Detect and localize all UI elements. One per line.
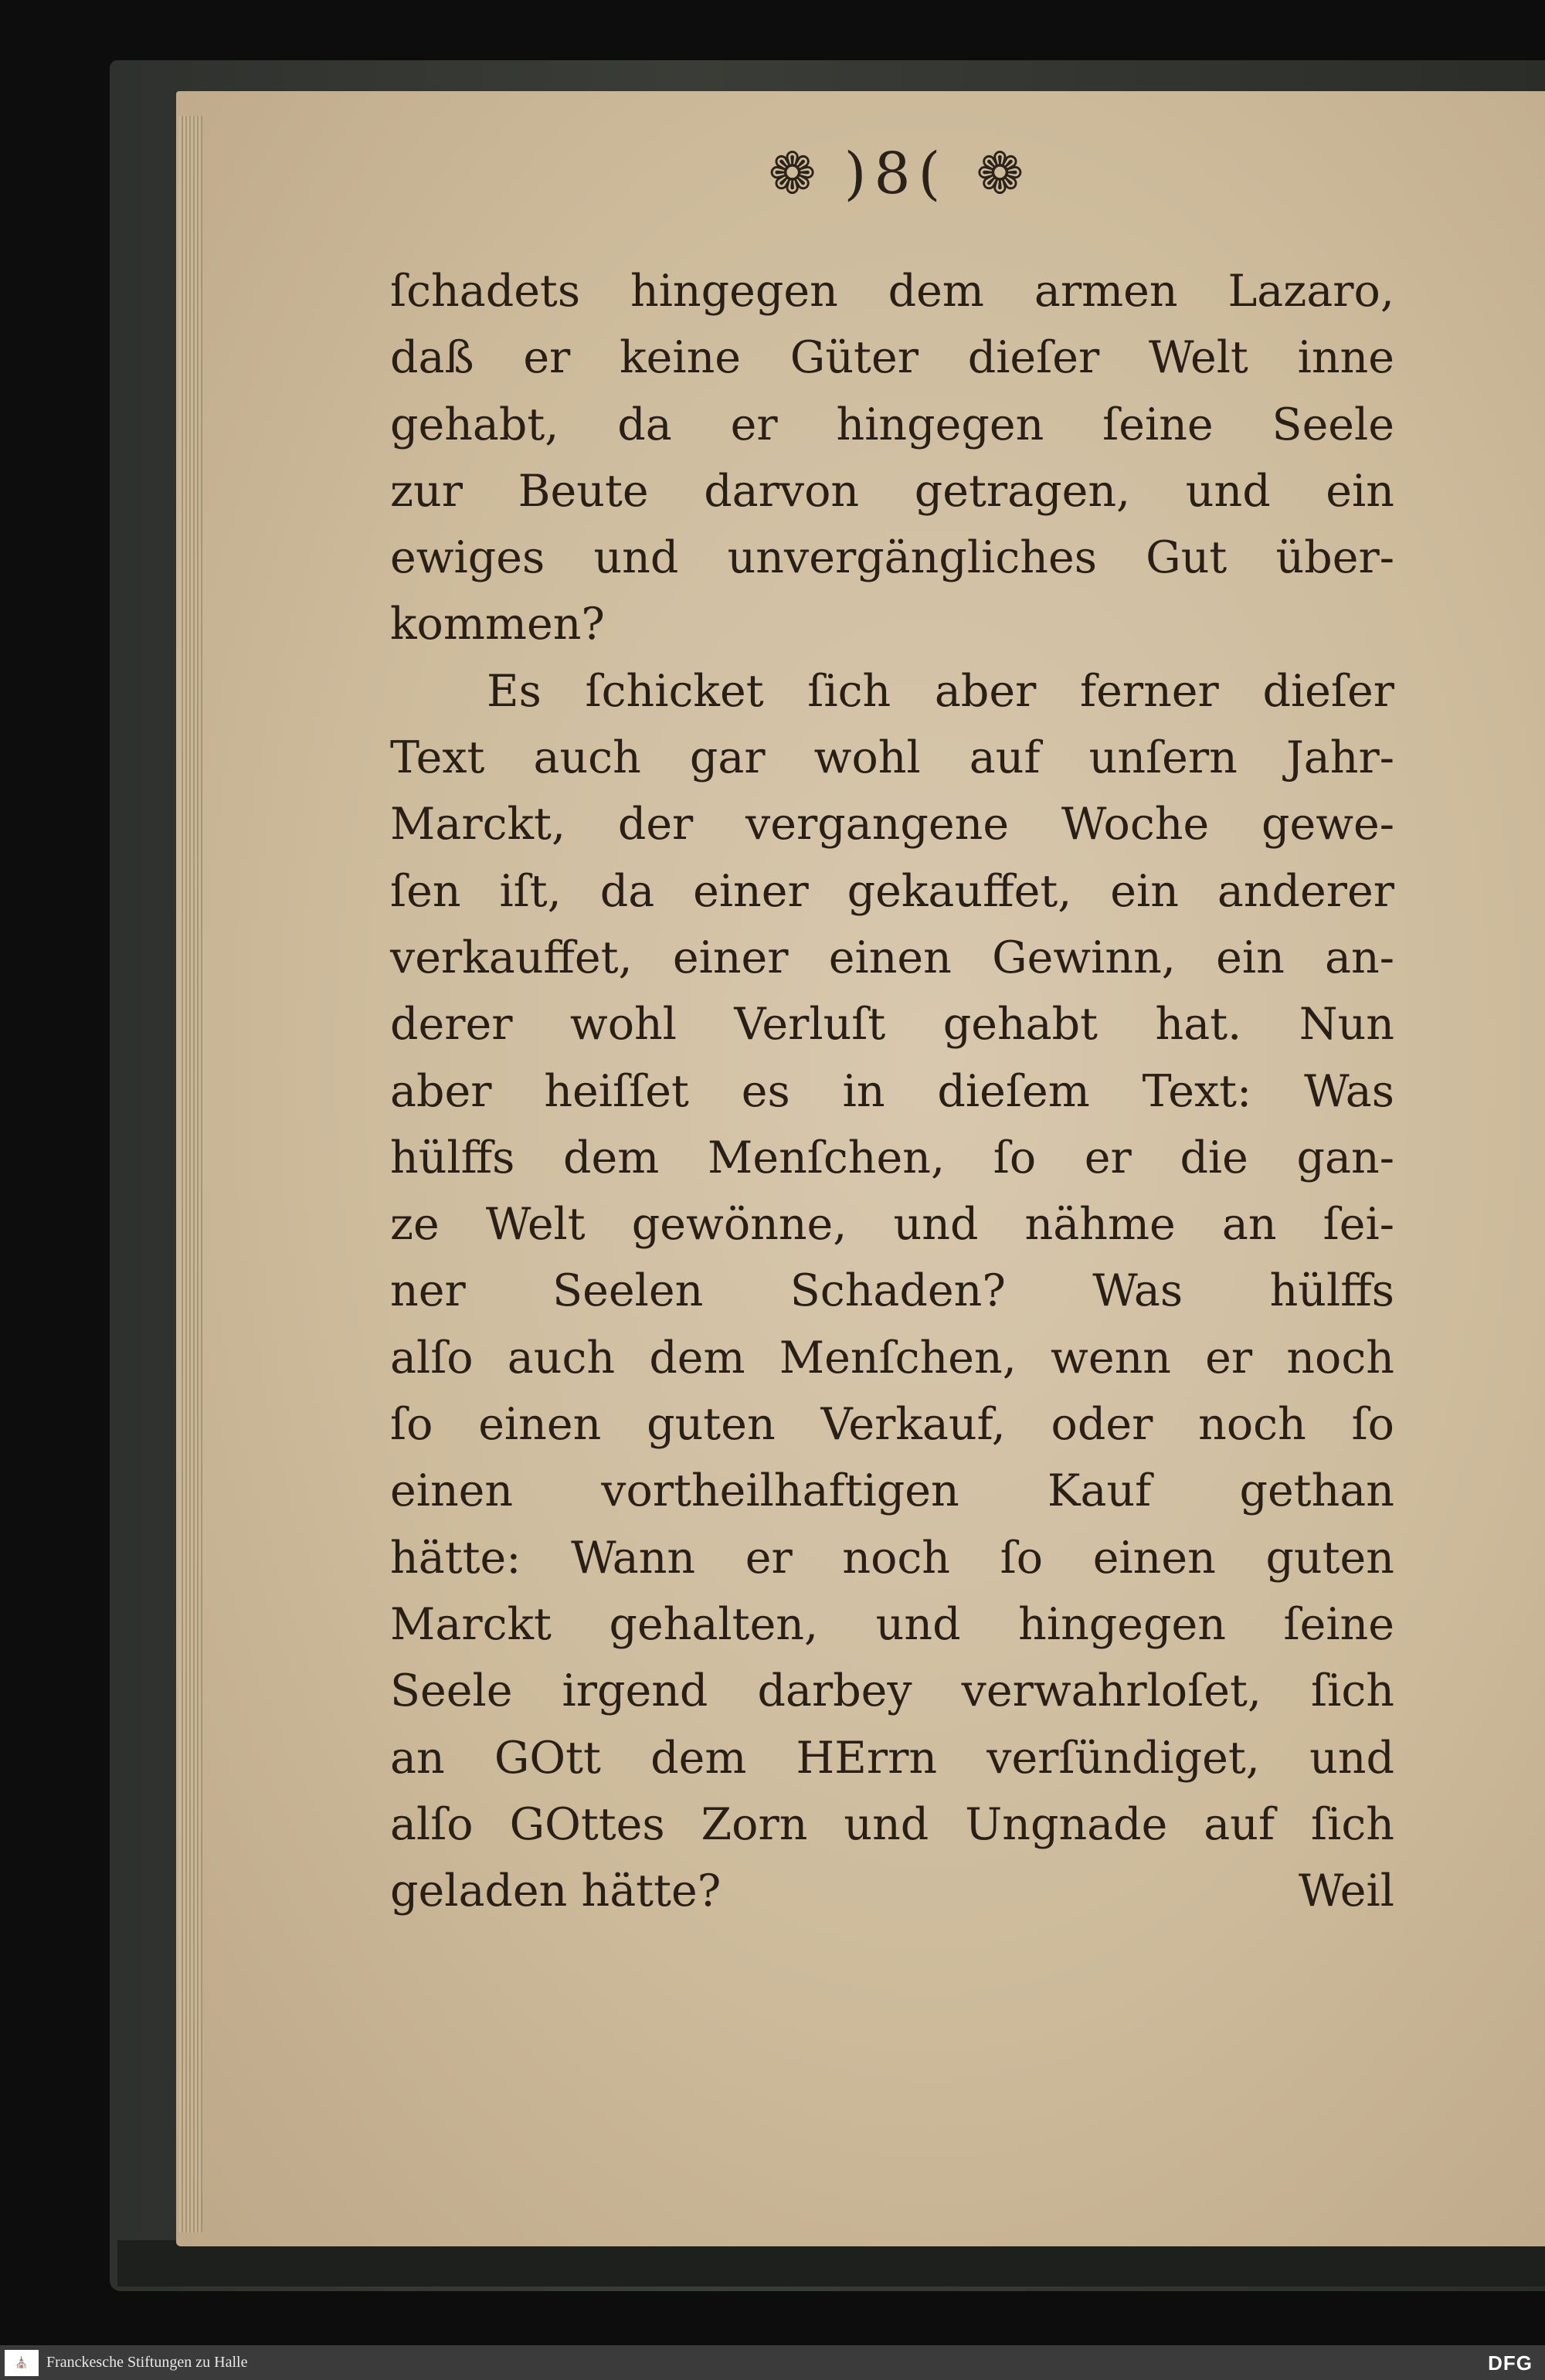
text-line: daß er keine Güter dieſer Welt inne	[390, 332, 1394, 384]
text-line: alſo GOttes Zorn und Ungnade auf ſich	[390, 1798, 1394, 1850]
text-line-with-catchword	[390, 1858, 1394, 1924]
text-line: ſo einen guten Verkauf, oder noch ſo	[390, 1399, 1394, 1451]
text-line: gehabt, da er hingegen ſeine Seele	[390, 399, 1394, 450]
text-line: ze Welt gewönne, und nähme an ſei-	[390, 1199, 1394, 1251]
text-line: verkauffet, einer einen Gewinn, ein an-	[390, 932, 1394, 983]
footer-institution: Franckesche Stiftungen zu Halle	[46, 2354, 248, 2371]
page-edges	[179, 116, 202, 2232]
text-line: Marckt gehalten, und hingegen ſeine	[390, 1598, 1394, 1650]
page-number: )8(	[844, 141, 949, 207]
text-line: aber heiſſet es in dieſem Text: Was	[390, 1065, 1394, 1117]
body-text	[390, 258, 1394, 1924]
text-line: ewiges und unvergängliches Gut über-	[390, 532, 1394, 584]
fleuron-left-icon: ❁	[768, 141, 817, 207]
book-cover-edge	[117, 2240, 1545, 2287]
text-line: zur Beute darvon getragen, und ein	[390, 465, 1394, 517]
dfg-logo: DFG	[1488, 2351, 1533, 2375]
text-line: derer wohl Verluſt gehabt hat. Nun	[390, 999, 1394, 1051]
text-line: hätte: Wann er noch ſo einen guten	[390, 1532, 1394, 1584]
text-line: ſen iſt, da einer gekauffet, ein anderer	[390, 865, 1394, 917]
text-line: einen vortheilhaftigen Kauf gethan	[390, 1465, 1394, 1517]
text-line: Es ſchicket ſich aber ferner dieſer	[487, 665, 1394, 717]
text-line: Marckt, der vergangene Woche gewe-	[390, 799, 1394, 850]
text-line: Seele irgend darbey verwahrloſet, ſich	[390, 1665, 1394, 1717]
page-header	[680, 139, 1112, 209]
text-line: ſchadets hingegen dem armen Lazaro,	[390, 266, 1394, 317]
catchword: Weil	[1298, 1866, 1394, 1917]
text-line: ner Seelen Schaden? Was hülffs	[390, 1265, 1394, 1317]
viewer-footer	[0, 2345, 1545, 2380]
text-line: alſo auch dem Menſchen, wenn er noch	[390, 1332, 1394, 1384]
text-line: kommen?	[390, 599, 605, 650]
text-line: hülffs dem Menſchen, ſo er die gan-	[390, 1132, 1394, 1183]
francke-foundations-logo-icon: ⛪	[5, 2350, 39, 2376]
text-line: an GOtt dem HErrn verſündiget, und	[390, 1732, 1394, 1784]
text-line: Text auch gar wohl auf unſern Jahr-	[390, 732, 1394, 784]
last-text-line: geladen hätte?	[390, 1866, 722, 1917]
fleuron-right-icon: ❁	[976, 141, 1024, 207]
